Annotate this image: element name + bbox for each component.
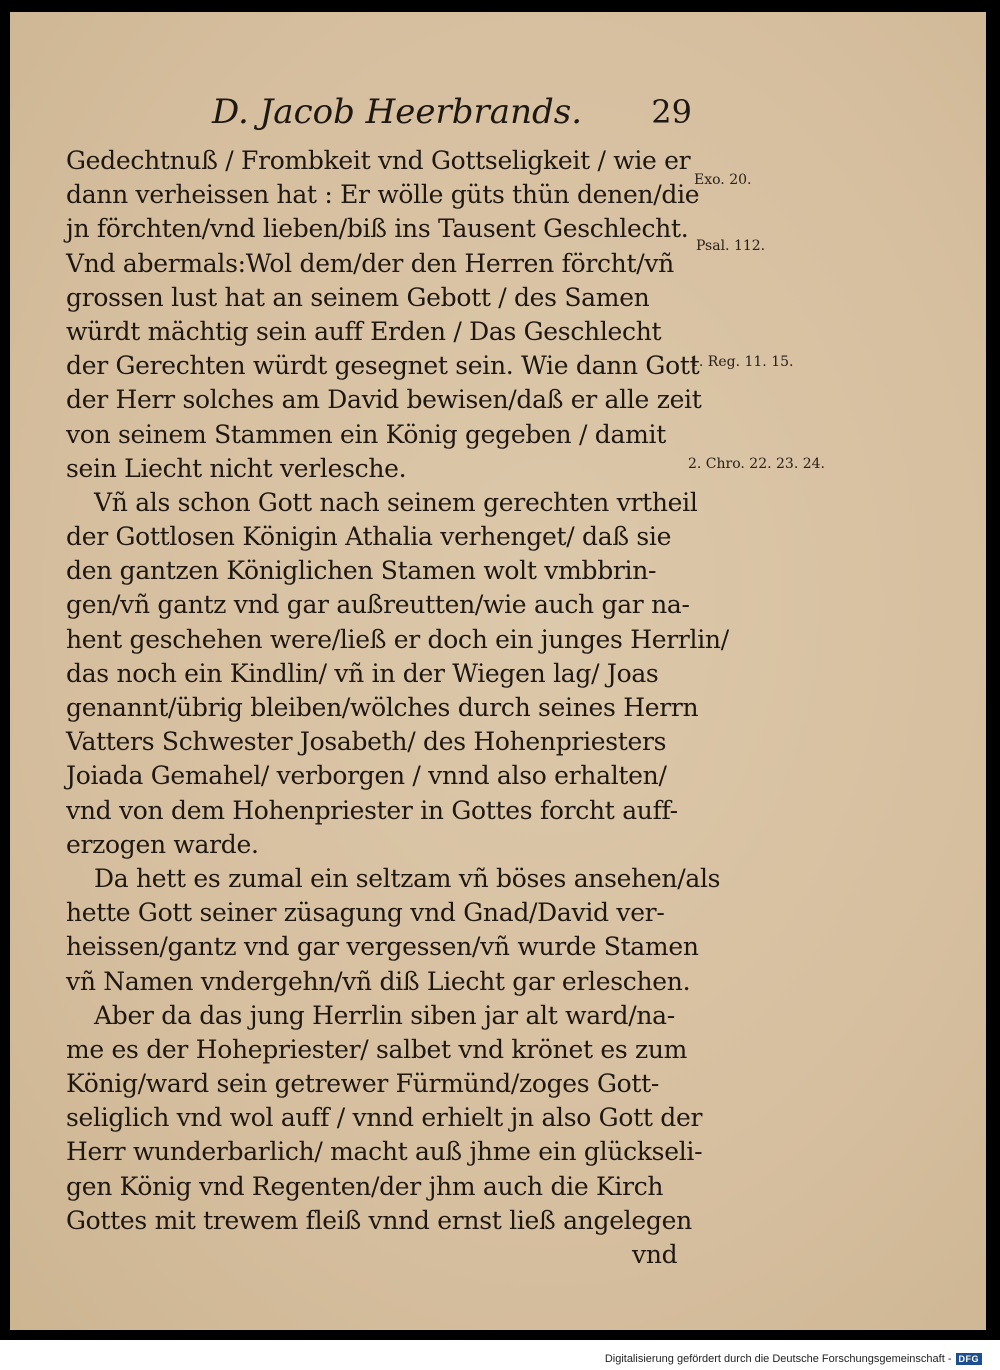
text-line: Vnd abermals:Wol dem/der den Herren förcht/vñ bbox=[66, 248, 674, 278]
text-line: Gedechtnuß / Frombkeit vnd Gottseligkeit / wie er bbox=[66, 146, 691, 175]
text-line: Joiada Gemahel/ verborgen / vnnd also erhalten/ bbox=[66, 761, 667, 791]
margin-note-psalm: Psal. 112. bbox=[696, 238, 766, 254]
text-line: dann verheissen hat : Er wölle güts thün denen/die bbox=[66, 180, 700, 210]
book-page bbox=[10, 12, 986, 1330]
text-line: würdt mächtig sein auff Erden / Das Geschlecht bbox=[66, 316, 662, 346]
digitization-footer bbox=[605, 1351, 982, 1367]
text-line: Herr wunderbarlich/ macht auß jhme ein glückseli- bbox=[66, 1137, 703, 1167]
text-line: genannt/übrig bleiben/wölches durch seines Herrn bbox=[66, 693, 699, 722]
catchword: vnd bbox=[632, 1240, 678, 1269]
text-line: vnd von dem Hohenpriester in Gottes forcht auff- bbox=[66, 795, 678, 825]
funding-credit: Digitalisierung gefördert durch die Deutsche Forschungsgemeinschaft - bbox=[604, 1353, 952, 1365]
text-line: seliglich vnd wol auff / vnnd erhielt jn also Gott der bbox=[66, 1103, 703, 1133]
running-title: D. Jacob Heerbrands. bbox=[212, 92, 582, 132]
text-line: grossen lust hat an seinem Gebott / des Samen bbox=[66, 282, 650, 312]
text-line: der Gerechten würdt gesegnet sein. Wie dann Gott bbox=[66, 351, 700, 381]
margin-note-kings: 1. Reg. 11. 15. bbox=[690, 354, 794, 370]
text-line: gen/vñ gantz vnd gar außreutten/wie auch gar na- bbox=[66, 590, 690, 620]
text-line: sein Liecht nicht verlesche. bbox=[66, 453, 407, 483]
margin-note-chronicles: 2. Chro. 22. 23. 24. bbox=[688, 456, 826, 472]
text-line: Da hett es zumal ein seltzam vñ böses ansehen/als bbox=[94, 863, 721, 893]
text-line: vñ Namen vndergehn/vñ diß Liecht gar erleschen. bbox=[66, 966, 691, 996]
text-line: den gantzen Königlichen Stamen wolt vmbbrin- bbox=[66, 556, 657, 586]
text-line: Aber da das jung Herrlin siben jar alt ward/na- bbox=[94, 1000, 675, 1030]
text-line: von seinem Stammen ein König gegeben / damit bbox=[66, 419, 666, 449]
page-header bbox=[212, 92, 692, 144]
text-line: heissen/gantz vnd gar vergessen/vñ wurde Stamen bbox=[66, 932, 699, 962]
text-line: jn förchten/vnd lieben/biß ins Tausent Geschlecht. bbox=[66, 214, 689, 244]
text-line: Gottes mit trewem fleiß vnnd ernst ließ angelegen bbox=[66, 1205, 692, 1235]
text-line: gen König vnd Regenten/der jhm auch die Kirch bbox=[66, 1171, 664, 1201]
text-line: das noch ein Kindlin/ vñ in der Wiegen lag/ Joas bbox=[66, 658, 659, 688]
text-line: erzogen warde. bbox=[66, 829, 259, 859]
text-line: me es der Hohepriester/ salbet vnd krönet es zum bbox=[66, 1034, 688, 1064]
margin-note-exodus: Exo. 20. bbox=[694, 172, 752, 188]
page-number: 29 bbox=[651, 93, 692, 131]
text-line: Vñ als schon Gott nach seinem gerechten vrtheil bbox=[94, 487, 698, 517]
dfg-logo: DFG bbox=[956, 1353, 983, 1365]
text-line: der Gottlosen Königin Athalia verhenget/ daß sie bbox=[66, 522, 672, 552]
text-line: hent geschehen were/ließ er doch ein junges Herrlin/ bbox=[66, 624, 729, 654]
text-line: Vatters Schwester Josabeth/ des Hohenpriesters bbox=[66, 727, 667, 757]
text-line: hette Gott seiner züsagung vnd Gnad/David ver- bbox=[66, 898, 665, 928]
text-line: der Herr solches am David bewisen/daß er alle zeit bbox=[66, 385, 702, 415]
text-line: König/ward sein getrewer Fürmünd/zoges Gott- bbox=[66, 1069, 660, 1099]
